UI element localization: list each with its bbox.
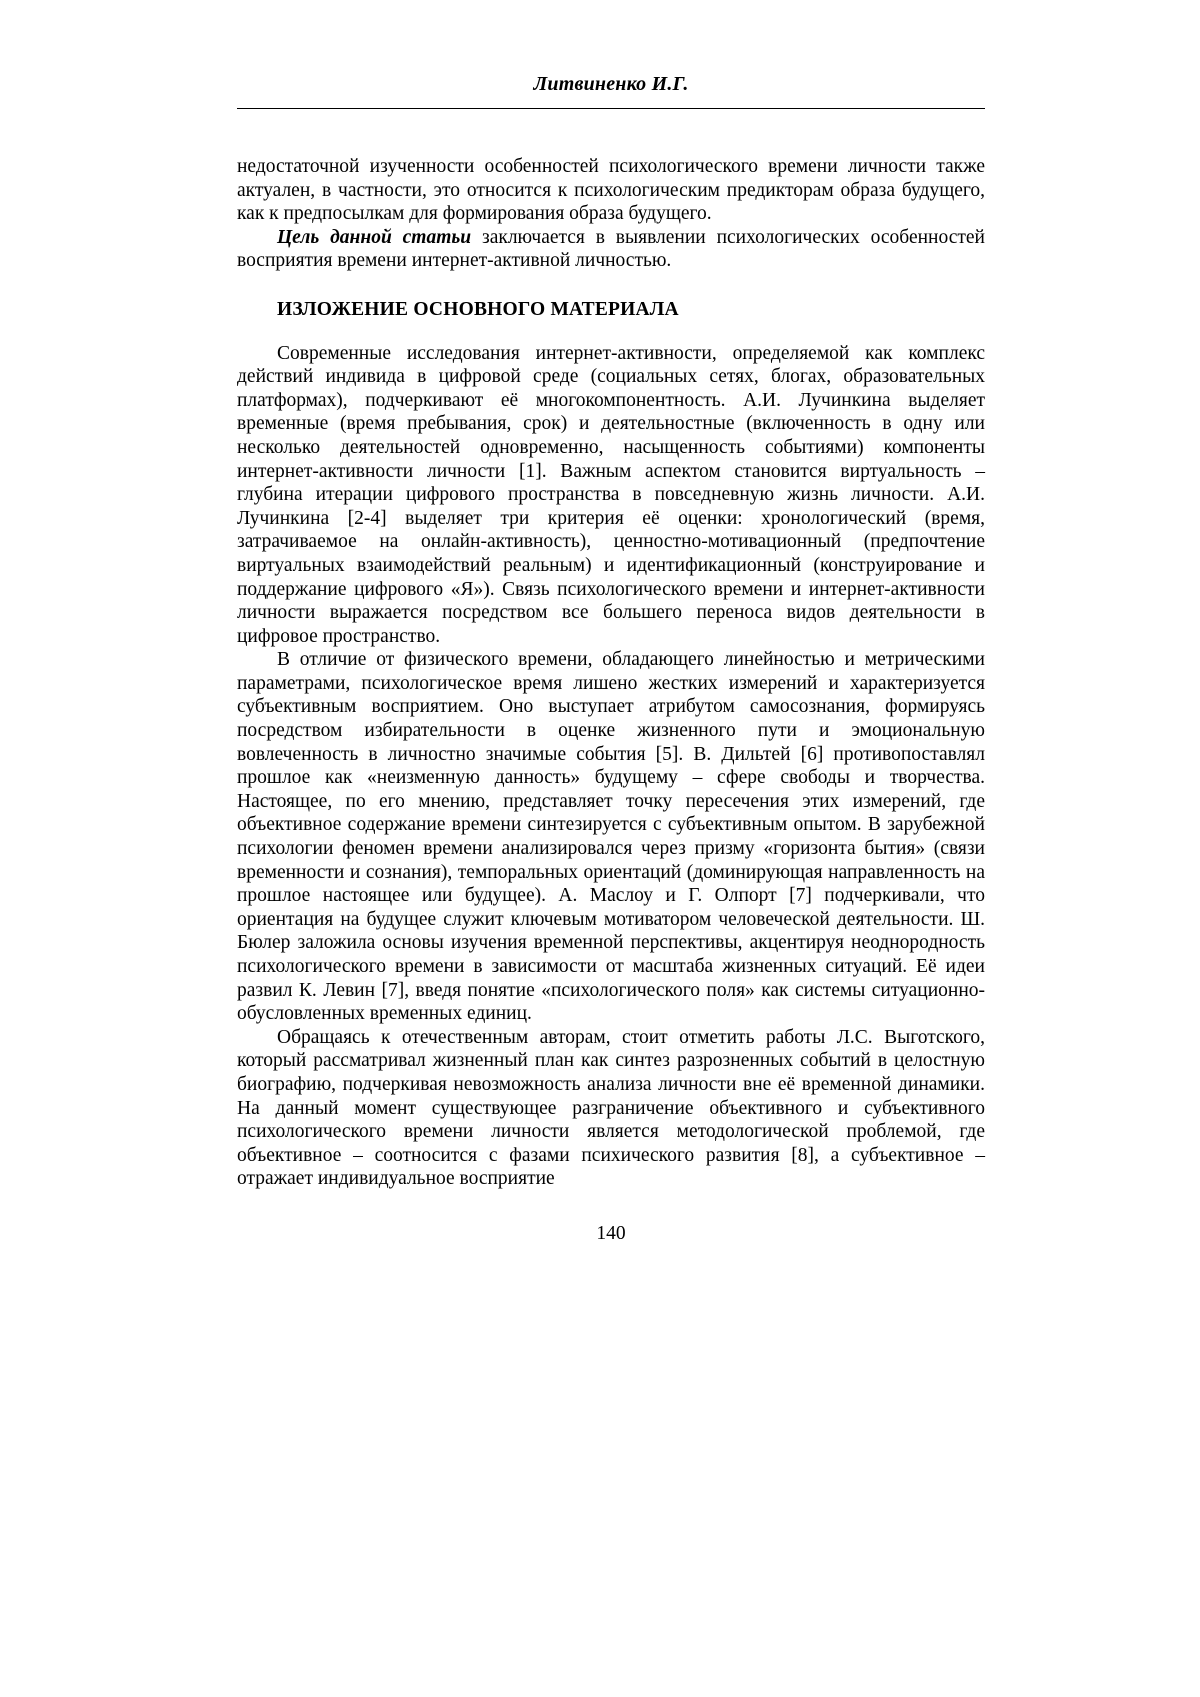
goal-statement-rest: заключается в выявлении психологических особенностей восприятия времени интернет-активной личностью.: [237, 226, 985, 272]
running-header-author: Литвиненко И.Г.: [533, 73, 689, 95]
paragraph-goal: [237, 226, 985, 273]
page-text-block: [237, 72, 985, 1191]
section-heading: ИЗЛОЖЕНИЕ ОСНОВНОГО МАТЕРИАЛА: [277, 298, 679, 320]
goal-statement-lead: Цель данной статьи: [277, 226, 472, 248]
paragraph-continuation: недостаточной изученности особенностей психологического времени личности также актуален, в частности, это относится к психологическим предикторам образа будущего, как к предпосылкам для формирования образа будущего.: [237, 156, 985, 225]
header-rule: [237, 108, 985, 109]
page-number: 140: [596, 1223, 626, 1244]
article-body: [237, 155, 985, 1191]
paragraph-domestic-authors: Обращаясь к отечественным авторам, стоит отметить работы Л.С. Выготского, который рассматривал жизненный план как синтез разрозненных событий в целостную биографию, подчеркивая невозможность анализа личности вне её временной динамики. На данный момент существующее разграничение объективного и субъективного психологического времени личности является методологической проблемой, где объективное – соотносится с фазами психического развития [8], а субъективное – отражает индивидуальное восприятие: [237, 1026, 985, 1190]
paragraph-internet-activity: Современные исследования интернет-активности, определяемой как комплекс действий индивида в цифровой среде (социальных сетях, блогах, образовательных платформах), подчеркивают её многокомпонентность. А.И. Лучинкина выделяет временные (время пребывания, срок) и деятельностные (включенность в одну или несколько деятельностей одновременно, насыщенность событиями) компоненты интернет-активности личности [1]. Важным аспектом становится виртуальность – глубина итерации цифрового пространства в повседневную жизнь личности. А.И. Лучинкина [2-4] выделяет три критерия её оценки: хронологический (время, затрачиваемое на онлайн-активность), ценностно-мотивационный (предпочтение виртуальных взаимодействий реальным) и идентификационный (конструирование и поддержание цифрового «Я»). Связь психологического времени и интернет-активности личности выражается посредством все большего переноса видов деятельности в цифровое пространство.: [237, 342, 985, 647]
paragraph-psychological-time: В отличие от физического времени, обладающего линейностью и метрическими параметрами, психологическое время лишено жестких измерений и характеризуется субъективным восприятием. Оно выступает атрибутом самосознания, формируясь посредством избирательности в оценке жизненного пути и эмоциональную вовлеченность в личностно значимые события [5]. В. Дильтей [6] противопоставлял прошлое как «неизменную данность» будущему – сфере свободы и творчества. Настоящее, по его мнению, представляет точку пересечения этих измерений, где объективное содержание времени синтезируется с субъективным опытом. В зарубежной психологии феномен времени анализировался через призму «горизонта бытия» (связи временности и сознания), темпоральных ориентаций (доминирующая направленность на прошлое настоящее или будущее). А. Маслоу и Г. Олпорт [7] подчеркивали, что ориентация на будущее служит ключевым мотиватором человеческой деятельности. Ш. Бюлер заложила основы изучения временной перспективы, акцентируя неоднородность психологического времени в зависимости от масштаба жизненных ситуаций. Её идеи развил К. Левин [7], введя понятие «психологического поля» как системы ситуационно-обусловленных временных единиц.: [237, 649, 985, 1025]
